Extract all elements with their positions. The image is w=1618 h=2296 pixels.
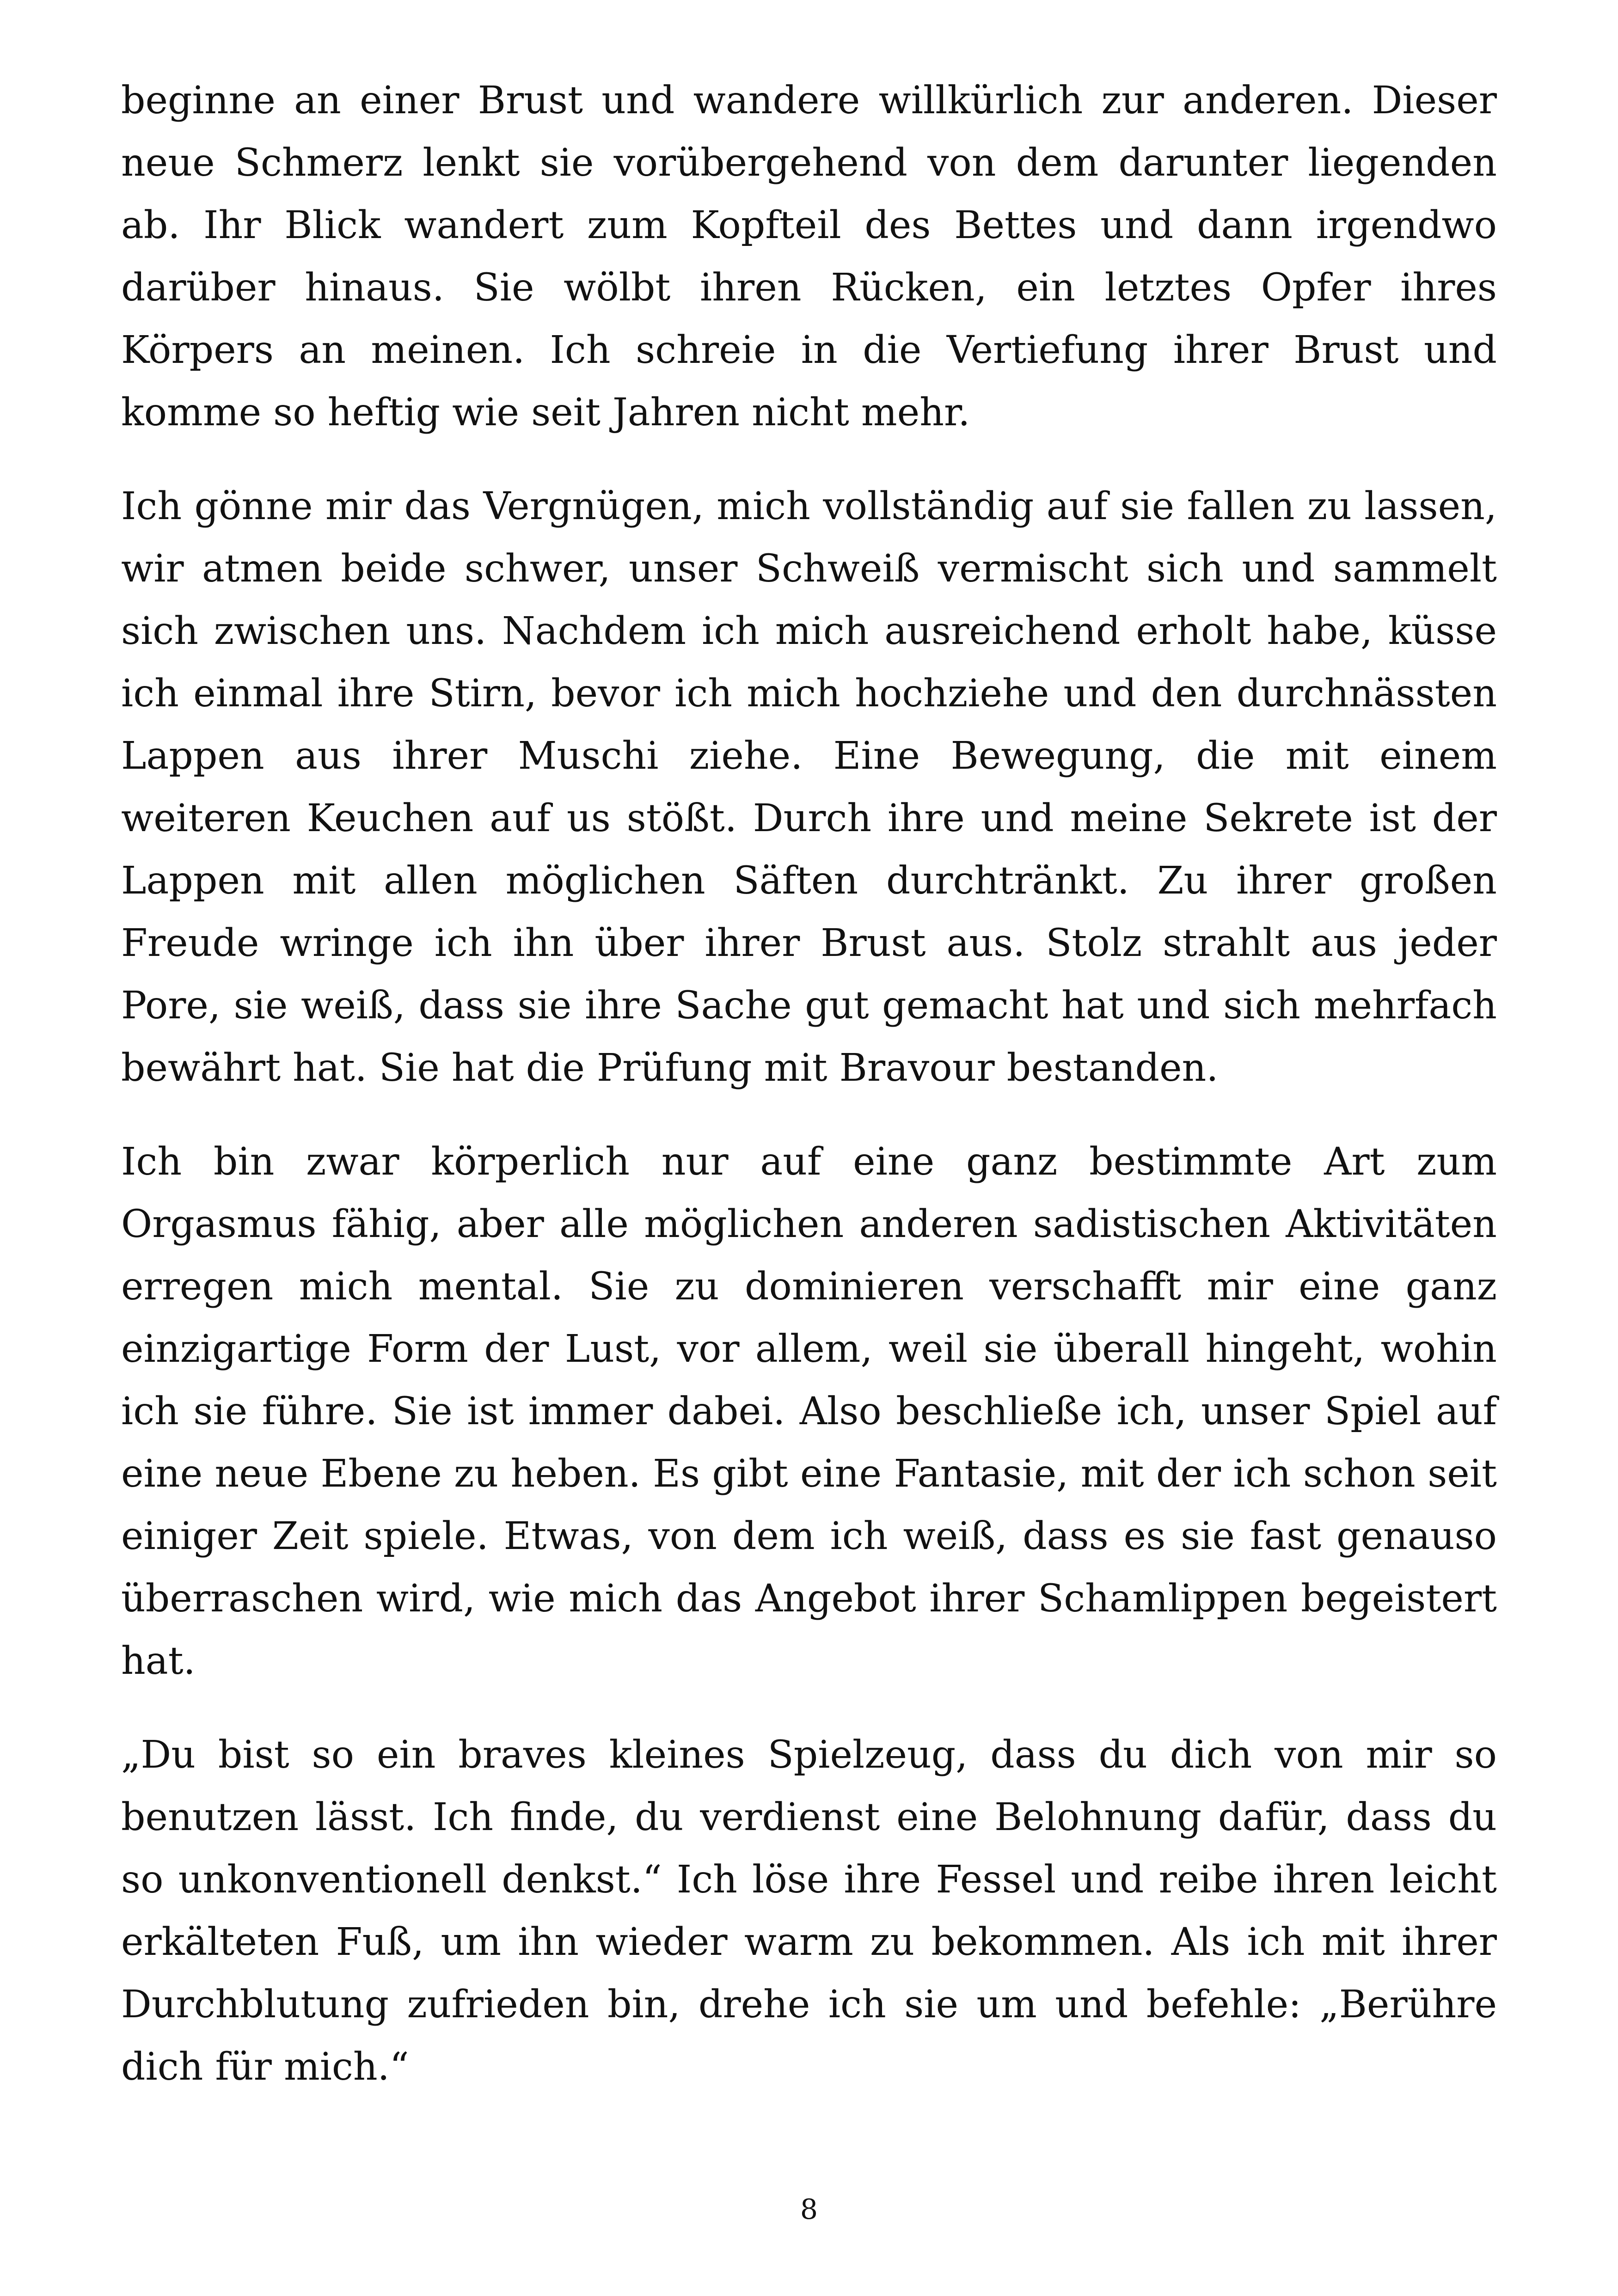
paragraph: „Du bist so ein braves kleines Spielzeug, dass du dich von mir so benutzen lässt. Ich finde, du verdienst eine Belohnung dafür, dass du so unkonventionell denkst.“ Ich löse ihre Fessel und reibe ihren leicht erkälteten Fuß, um ihn wieder warm zu bekommen. Als ich mit ihrer Durchblutung zufrieden bin, drehe ich sie um und befehle: „Berühre dich für mich.“ [121, 1733, 1497, 2089]
paragraph: Ich bin zwar körperlich nur auf eine ganz bestimmte Art zum Orgasmus fähig, aber alle möglichen anderen sadistischen Aktivitäten erregen mich mental. Sie zu dominieren verschafft mir eine ganz einzigartige Form der Lust, vor allem, weil sie überall hingeht, wohin ich sie führe. Sie ist immer dabei. Also beschließe ich, unser Spiel auf eine neue Ebene zu heben. Es gibt eine Fantasie, mit der ich schon seit einiger Zeit spiele. Etwas, von dem ich weiß, dass es sie fast genauso überraschen wird, wie mich das Angebot ihrer Schamlippen begeistert hat. [121, 1140, 1497, 1683]
paragraph: beginne an einer Brust und wandere willkürlich zur anderen. Dieser neue Schmerz lenkt sie vorübergehend von dem darunter liegenden ab. Ihr Blick wandert zum Kopfteil des Bettes und dann irgendwo darüber hinaus. Sie wölbt ihren Rücken, ein letztes Opfer ihres Körpers an meinen. Ich schreie in die Vertiefung ihrer Brust und komme so heftig wie seit Jahren nicht mehr. [121, 79, 1497, 435]
body-text [121, 69, 1497, 2130]
paragraph: Ich gönne mir das Vergnügen, mich vollständig auf sie fallen zu lassen, wir atmen beide schwer, unser Schweiß vermischt sich und sammelt sich zwischen uns. Nachdem ich mich ausreichend erholt habe, küsse ich einmal ihre Stirn, bevor ich mich hochziehe und den durchnässten Lappen aus ihrer Muschi ziehe. Eine Bewegung, die mit einem weiteren Keuchen auf us stößt. Durch ihre und meine Sekrete ist der Lappen mit allen möglichen Säften durchtränkt. Zu ihrer großen Freude wringe ich ihn über ihrer Brust aus. Stolz strahlt aus jeder Pore, sie weiß, dass sie ihre Sache gut gemacht hat und sich mehrfach bewährt hat. Sie hat die Prüfung mit Bravour bestanden. [121, 484, 1497, 1090]
page-number: 8 [800, 2193, 818, 2226]
